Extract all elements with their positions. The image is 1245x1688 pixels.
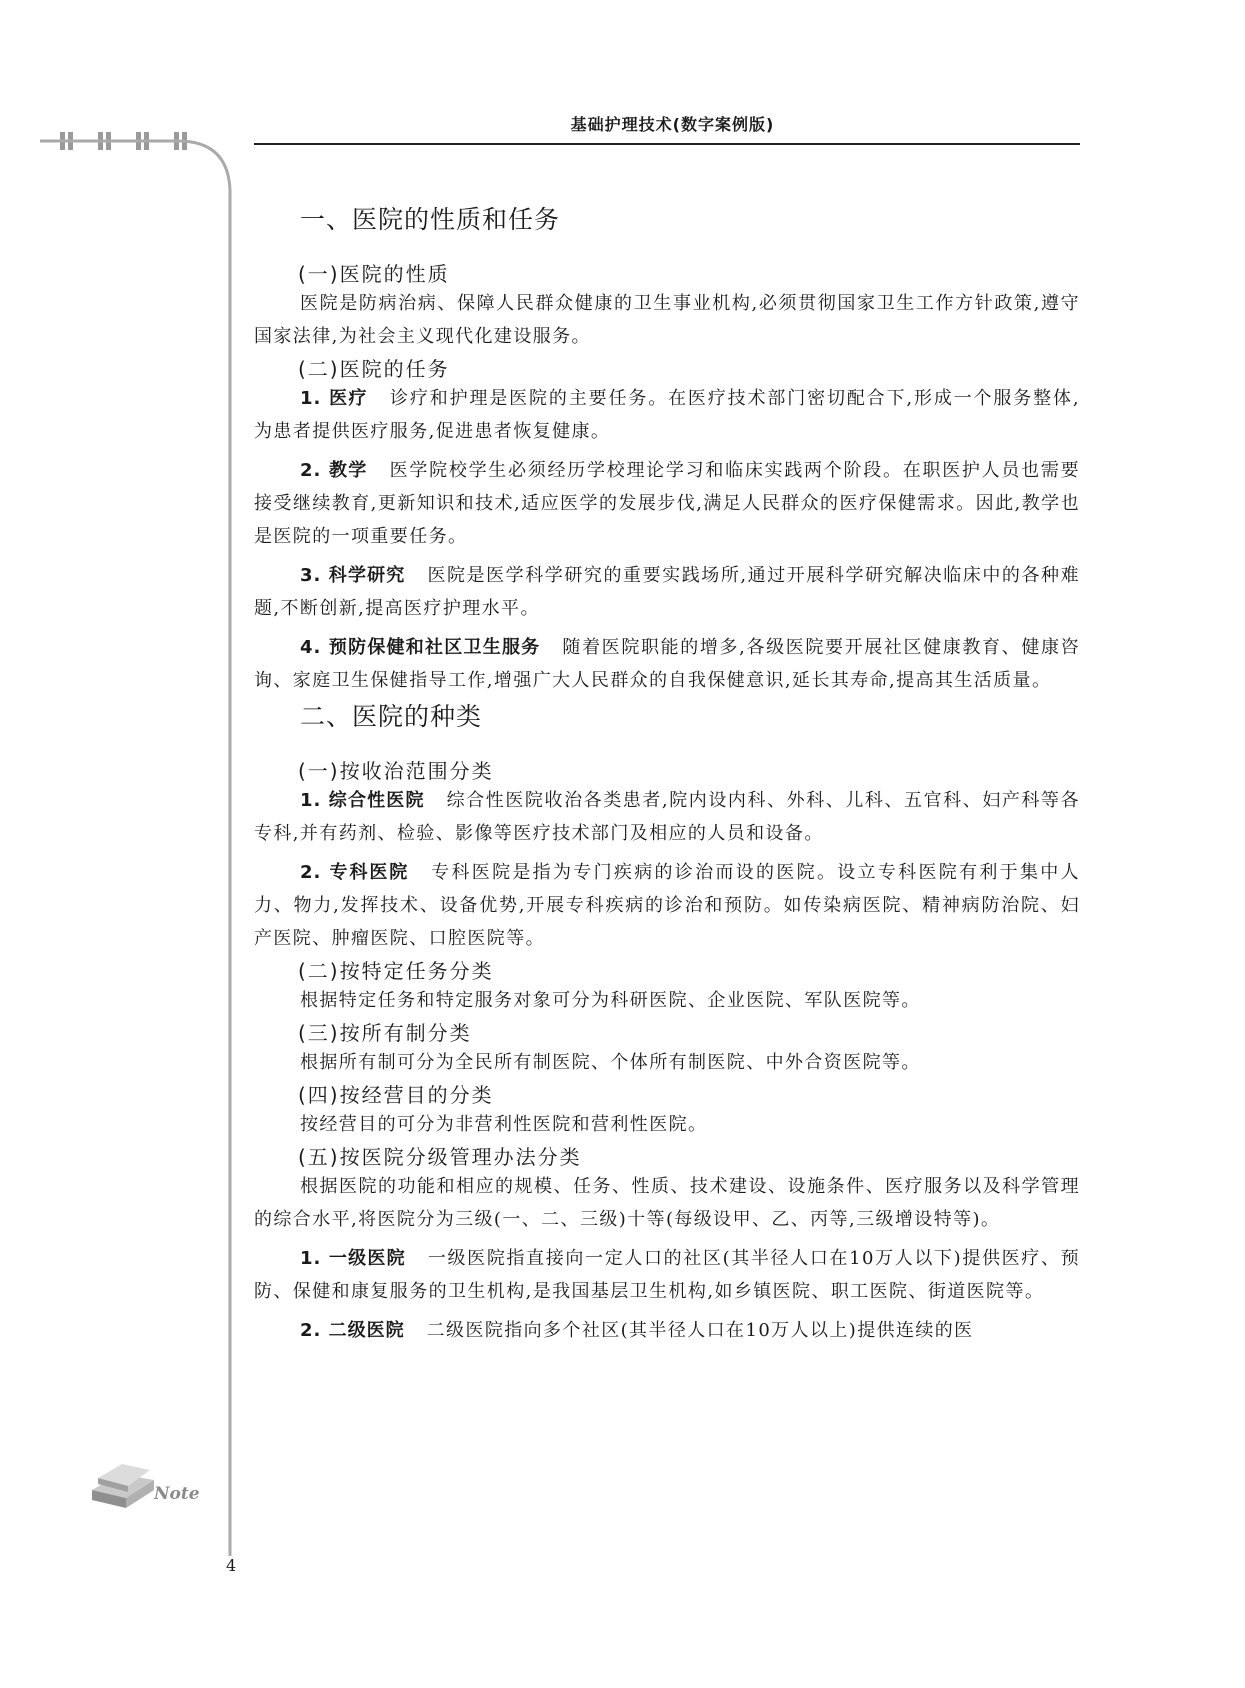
paragraph: 1. 医疗 诊疗和护理是医院的主要任务。在医疗技术部门密切配合下,形成一个服务整体,为患者提供医疗服务,促进患者恢复健康。 bbox=[254, 388, 1080, 442]
paragraph-lead: 1. 医疗 bbox=[300, 388, 369, 409]
paragraph-lead: 1. 一级医院 bbox=[300, 1248, 406, 1269]
paragraph: 根据特定任务和特定服务对象可分为科研医院、企业医院、军队医院等。 bbox=[300, 990, 921, 1011]
paragraph-lead: 4. 预防保健和社区卫生服务 bbox=[300, 637, 541, 658]
paragraph: 2. 专科医院 专科医院是指为专门疾病的诊治而设的医院。设立专科医院有利于集中人力、物力,发挥技术、设备优势,开展专科疾病的诊治和预防。如传染病医院、精神病防治院、妇产医院、肿瘤医院、口腔医院等。 bbox=[254, 862, 1080, 949]
subsection-heading: (一)按收治范围分类 bbox=[298, 759, 494, 783]
paragraph: 按经营目的可分为非营利性医院和营利性医院。 bbox=[300, 1114, 708, 1135]
page-content bbox=[254, 200, 1080, 1347]
paragraph: 根据所有制可分为全民所有制医院、个体所有制医院、中外合资医院等。 bbox=[300, 1052, 921, 1073]
subsection-heading: (三)按所有制分类 bbox=[298, 1021, 472, 1045]
running-header-title: 基础护理技术(数字案例版) bbox=[570, 115, 775, 134]
page-number: 4 bbox=[226, 1556, 237, 1575]
subsection-heading: (四)按经营目的分类 bbox=[298, 1083, 494, 1107]
subsection-heading: (一)医院的性质 bbox=[298, 262, 450, 286]
paragraph: 3. 科学研究 医院是医学科学研究的重要实践场所,通过开展科学研究解决临床中的各种难题,不断创新,提高医疗护理水平。 bbox=[254, 565, 1080, 619]
paragraph-lead: 2. 专科医院 bbox=[300, 862, 410, 883]
note-label: Note bbox=[154, 1484, 200, 1504]
paragraph: 2. 二级医院 二级医院指向多个社区(其半径人口在10万人以上)提供连续的医 bbox=[300, 1320, 974, 1341]
section-heading: 二、医院的种类 bbox=[300, 702, 483, 731]
book-icon bbox=[92, 1464, 154, 1508]
paragraph: 1. 综合性医院 综合性医院收治各类患者,院内设内科、外科、儿科、五官科、妇产科等各专科,并有药剂、检验、影像等医疗技术部门及相应的人员和设备。 bbox=[254, 790, 1080, 844]
subsection-heading: (二)按特定任务分类 bbox=[298, 959, 494, 983]
margin-decoration bbox=[0, 120, 260, 1580]
paragraph-lead: 2. 二级医院 bbox=[300, 1320, 405, 1341]
paragraph: 2. 教学 医学院校学生必须经历学校理论学习和临床实践两个阶段。在职医护人员也需要接受继续教育,更新知识和技术,适应医学的发展步伐,满足人民群众的医疗保健需求。因此,教学也是医院的一项重要任务。 bbox=[254, 460, 1080, 547]
header-rule bbox=[254, 143, 1080, 145]
section-heading: 一、医院的性质和任务 bbox=[300, 205, 561, 234]
paragraph: 医院是防病治病、保障人民群众健康的卫生事业机构,必须贯彻国家卫生工作方针政策,遵守国家法律,为社会主义现代化建设服务。 bbox=[254, 293, 1080, 347]
subsection-heading: (二)医院的任务 bbox=[298, 357, 450, 381]
paragraph-lead: 2. 教学 bbox=[300, 460, 368, 481]
paragraph-lead: 1. 综合性医院 bbox=[300, 790, 425, 811]
paragraph-lead: 3. 科学研究 bbox=[300, 565, 406, 586]
paragraph: 1. 一级医院 一级医院指直接向一定人口的社区(其半径人口在10万人以下)提供医疗、预防、保健和康复服务的卫生机构,是我国基层卫生机构,如乡镇医院、职工医院、街道医院等。 bbox=[254, 1248, 1080, 1302]
paragraph: 4. 预防保健和社区卫生服务 随着医院职能的增多,各级医院要开展社区健康教育、健康咨询、家庭卫生保健指导工作,增强广大人民群众的自我保健意识,延长其寿命,提高其生活质量。 bbox=[254, 637, 1080, 691]
subsection-heading: (五)按医院分级管理办法分类 bbox=[298, 1145, 582, 1169]
paragraph: 根据医院的功能和相应的规模、任务、性质、技术建设、设施条件、医疗服务以及科学管理的综合水平,将医院分为三级(一、二、三级)十等(每级设甲、乙、丙等,三级增设特等)。 bbox=[254, 1176, 1080, 1230]
